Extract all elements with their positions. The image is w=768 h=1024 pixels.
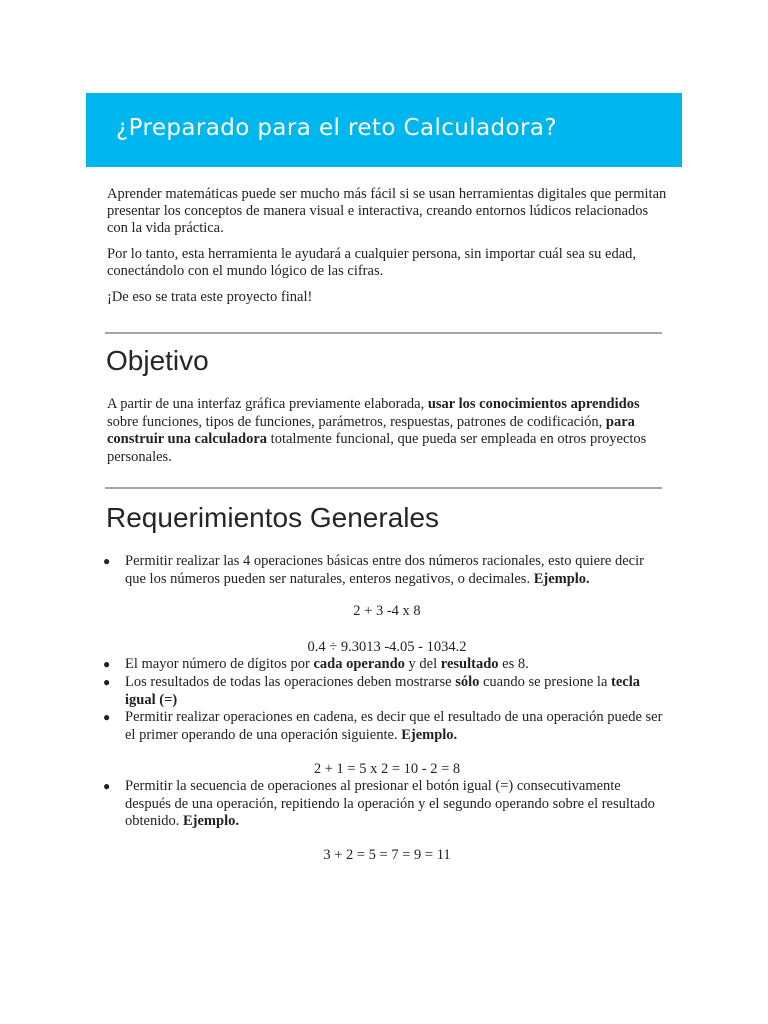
list-item [103, 656, 665, 674]
requerimientos-heading: Requerimientos Generales [106, 502, 440, 533]
example-formula: 2 + 3 -4 x 8 [353, 603, 421, 619]
objetivo-text-3: totalmente funcional, que pueda ser empleada en otros proyectos personales. [107, 431, 647, 465]
section-divider [105, 487, 662, 489]
objetivo-text-2: sobre funciones, tipos de funciones, parámetros, respuestas, patrones de codificación, [107, 413, 606, 430]
item-text: cuando se presione la [479, 674, 612, 690]
section-divider [105, 332, 662, 334]
title-banner [86, 93, 682, 167]
bullet-icon: ● [103, 710, 111, 724]
item-text: Permitir realizar las 4 operaciones básicas entre dos números racionales, esto quiere decir que los números pueden ser naturales, enteros negativos, o decimales. [125, 553, 644, 587]
objetivo-heading: Objetivo [106, 345, 209, 376]
example-formula: 2 + 1 = 5 x 2 = 10 - 2 = 8 [313, 761, 461, 777]
intro-paragraph-3: ¡De eso se trata este proyecto final! [107, 289, 313, 305]
example-formula: 0.4 ÷ 9.3013 -4.05 - 1034.2 [307, 639, 467, 655]
intro-paragraph-2: Por lo tanto, esta herramienta le ayudará a cualquier persona, sin importar cuál sea su edad, conectándolo con el mundo lógico de las cifras. [107, 246, 637, 279]
objetivo-paragraph [107, 396, 667, 466]
list-item [103, 709, 665, 744]
item-text: Permitir la secuencia de operaciones al presionar el botón igual (=) consecutivamente después de una operación, repitiendo la operación y el segundo operando sobre el resultado obtenido. [125, 778, 655, 829]
bullet-icon: ● [103, 554, 111, 568]
example-formula: 3 + 2 = 5 = 7 = 9 = 11 [323, 847, 451, 863]
item-bold: sólo [455, 674, 480, 690]
item-bold: Ejemplo. [533, 570, 590, 587]
objetivo-text-1: A partir de una interfaz gráfica previamente elaborada, [107, 396, 428, 412]
page-title: ¿Preparado para el reto Calculadora? [116, 115, 557, 141]
objetivo-bold-2: para construir una calculadora [107, 413, 635, 447]
intro-paragraph-1: Aprender matemáticas puede ser mucho más fácil si se usan herramientas digitales que permitan presentar los conceptos de manera visual e interactiva, creando entornos lúdicos relacionados con la vida práctica. [107, 186, 667, 236]
item-text: El mayor número de dígitos por [125, 656, 314, 672]
item-bold: Ejemplo. [401, 726, 458, 743]
list-item [103, 674, 665, 709]
objetivo-bold-1: usar los conocimientos aprendidos [427, 396, 640, 412]
bullet-icon: ● [103, 675, 111, 689]
item-bold: cada operando [313, 656, 405, 672]
item-text: es 8. [498, 656, 529, 672]
item-text: Los resultados de todas las operaciones deben mostrarse [125, 674, 456, 690]
item-bold: Ejemplo. [183, 813, 239, 829]
bullet-icon: ● [103, 657, 111, 671]
intro-section [107, 186, 667, 315]
bullet-icon: ● [103, 779, 111, 793]
item-text: y del [404, 656, 441, 672]
list-item [103, 778, 665, 831]
item-bold: tecla igual (=) [125, 674, 641, 708]
item-bold: resultado [440, 656, 499, 672]
list-item [103, 553, 665, 588]
item-text: Permitir realizar operaciones en cadena, es decir que el resultado de una operación puede ser el primer operando de una operación siguiente. [125, 709, 663, 743]
